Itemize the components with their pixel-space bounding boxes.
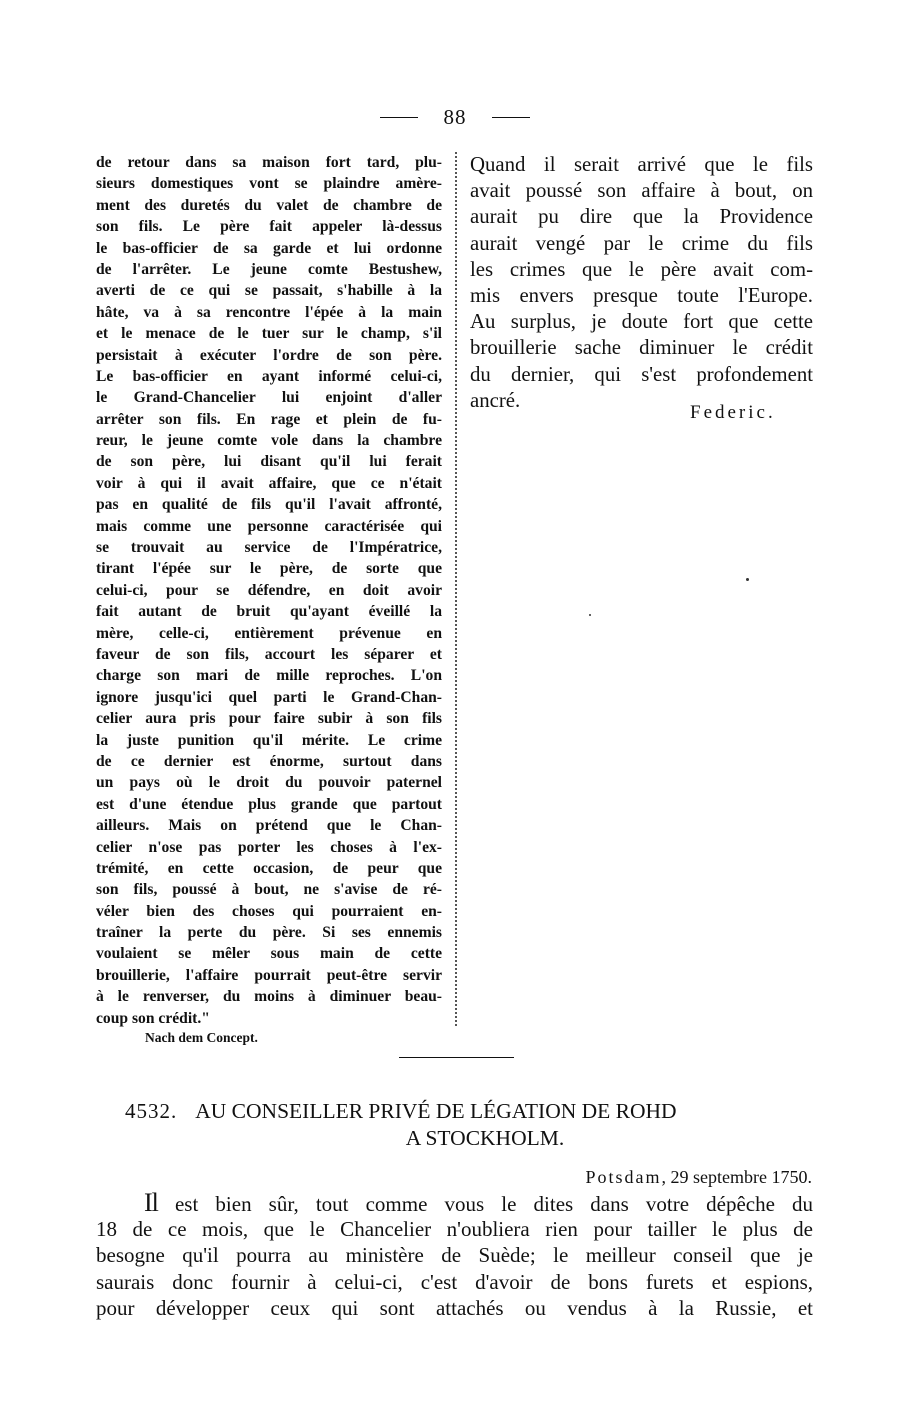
left-line: à le renverser, du moins à diminuer beau- <box>96 988 442 1006</box>
body-line: besogne qu'il pourra au ministère de Suède; le meilleur conseil que je <box>96 1243 813 1268</box>
left-line: se trouvait au service de l'Impératrice, <box>96 539 442 557</box>
right-line: avait poussé son affaire à bout, on <box>470 179 813 203</box>
right-line: du dernier, qui s'est profondement <box>470 362 813 386</box>
left-line: reur, le jeune comte vole dans la chambre <box>96 432 442 450</box>
left-line: et le menace de le tuer sur le champ, s'il <box>96 325 442 343</box>
left-line: traîner la perte du père. Si ses ennemis <box>96 924 442 942</box>
letter-number: 4532. <box>125 1099 178 1123</box>
left-line: coup son crédit." <box>96 1009 210 1027</box>
letter-body <box>96 1190 813 1321</box>
left-line: celui-ci, pour se défendre, en doit avoir <box>96 581 442 599</box>
left-line: tirant l'épée sur le père, de sorte que <box>96 560 442 578</box>
ink-speck <box>746 578 749 581</box>
right-line: Quand il serait arrivé que le fils <box>470 153 813 176</box>
body-line-text: est bien sûr, tout comme vous le dites dans votre dépêche du <box>157 1192 813 1216</box>
left-line: son fils. Le père fait appeler là-dessus <box>96 218 442 236</box>
signature: Federic. <box>690 402 776 423</box>
left-line: le Grand-Chancelier lui enjoint d'aller <box>96 389 442 407</box>
left-line: Le bas-officier en ayant informé celui-ci, <box>96 367 442 385</box>
left-line: sieurs domestiques vont se plaindre amère- <box>96 175 442 193</box>
left-line: trémité, en cette occasion, de peur que <box>96 859 442 877</box>
page-number: 88 <box>443 104 467 129</box>
left-line: pas en qualité de fils qu'il l'avait affronté, <box>96 496 442 514</box>
dateline-place: Potsdam <box>585 1167 662 1187</box>
left-line: le bas-officier de sa garde et lui ordonne <box>96 239 442 257</box>
letter-heading-line1 <box>125 1098 815 1125</box>
right-line: Au surplus, je doute fort que cette <box>470 310 813 334</box>
right-line: aurait pu dire que la Providence <box>470 205 813 229</box>
left-line: de son père, lui disant qu'il lui ferait <box>96 453 442 471</box>
left-line: véler bien des choses qui pourraient en- <box>96 902 442 920</box>
left-column-text <box>96 152 442 1029</box>
letter-recipient: AU CONSEILLER PRIVÉ DE LÉGATION DE ROHD <box>195 1099 677 1123</box>
page-number-dash-left <box>380 117 418 118</box>
right-column-text <box>470 152 813 414</box>
left-line: de retour dans sa maison fort tard, plu- <box>96 154 442 171</box>
left-line: ignore jusqu'ici quel parti le Grand-Chan- <box>96 688 442 706</box>
right-line: ancré. <box>470 388 521 412</box>
left-line: voir à qui il avait affaire, que ce n'était <box>96 474 442 492</box>
body-line: saurais donc fournir à celui-ci, c'est d'avoir de bons furets et espions, <box>96 1269 813 1294</box>
left-line: un pays où le droit du pouvoir paternel <box>96 774 442 792</box>
page-number-dash-right <box>492 117 530 118</box>
dateline <box>586 1167 812 1188</box>
left-line: brouillerie, l'affaire pourrait peut-être servir <box>96 966 442 984</box>
left-line: hâte, va à sa rencontre l'épée à la main <box>96 303 442 321</box>
left-line: celier n'ose pas porter les choses à l'ex- <box>96 838 442 856</box>
right-line: aurait vengé par le crime du fils <box>470 231 813 255</box>
left-line: celier aura pris pour faire subir à son fils <box>96 710 442 728</box>
left-line: voulaient se mêler sous main de cette <box>96 945 442 963</box>
body-line <box>96 1190 813 1216</box>
dateline-date: , 29 septembre 1750. <box>661 1167 812 1187</box>
left-line: fait autant de bruit qu'ayant éveillé la <box>96 603 442 621</box>
left-line: mère, celle-ci, entièrement prévenue en <box>96 624 442 642</box>
right-line: mis envers presque toute l'Europe. <box>470 283 813 307</box>
left-line: son fils, poussé à bout, ne s'avise de ré- <box>96 881 442 899</box>
left-line: de ce dernier est énorme, surtout dans <box>96 752 442 770</box>
right-line: les crimes que le père avait com- <box>470 257 813 281</box>
left-line: de l'arrêter. Le jeune comte Bestushew, <box>96 260 442 278</box>
left-line: est d'une étendue plus grande que partout <box>96 795 442 813</box>
left-line: averti de ce qui se passait, s'habille à la <box>96 282 442 300</box>
left-line: persistait à exécuter l'ordre de son père. <box>96 346 442 364</box>
left-line: mais comme une personne caractérisée qui <box>96 517 442 535</box>
letter-heading <box>125 1098 815 1152</box>
left-line: ment des duretés du valet de chambre de <box>96 196 442 214</box>
body-line: 18 de ce mois, que le Chancelier n'oubliera rien pour tailler le plus de <box>96 1217 813 1242</box>
left-line: faveur de son fils, accourt les séparer et <box>96 645 442 663</box>
body-line: pour développer ceux qui sont attachés ou vendus à la Russie, et <box>96 1295 813 1320</box>
left-line: la juste punition qu'il mérite. Le crime <box>96 731 442 749</box>
letter-heading-line2: A STOCKHOLM. <box>405 1126 565 1150</box>
section-rule <box>399 1057 514 1058</box>
left-line: arrêter son fils. En rage et plein de fu- <box>96 410 442 428</box>
right-line: brouillerie sache diminuer le crédit <box>470 336 813 360</box>
column-divider <box>455 152 457 1026</box>
page-header <box>380 102 530 132</box>
ink-speck <box>589 614 591 616</box>
left-line: ailleurs. Mais on prétend que le Chan- <box>96 817 442 835</box>
source-note: Nach dem Concept. <box>145 1030 258 1045</box>
left-line: charge son mari de mille reproches. L'on <box>96 667 442 685</box>
initial-letter: Il <box>144 1190 158 1217</box>
